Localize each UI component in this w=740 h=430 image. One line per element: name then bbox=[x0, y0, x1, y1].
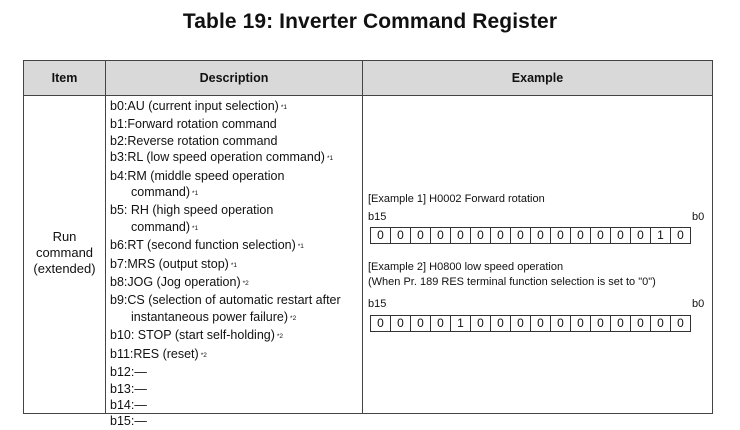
example2-lsb-label: b0 bbox=[692, 298, 705, 310]
bit-cell: 0 bbox=[551, 316, 571, 331]
example2-caption: [Example 2] H0800 low speed operation bbox=[368, 261, 564, 273]
bit-cell: 0 bbox=[571, 316, 591, 331]
description-text: b9:CS (selection of automatic restart after bbox=[110, 293, 341, 308]
bit-cell: 0 bbox=[491, 316, 511, 331]
item-line: command bbox=[35, 245, 94, 260]
footnote-marker: *1 bbox=[297, 243, 304, 251]
description-text: command) bbox=[131, 185, 191, 200]
description-line bbox=[110, 98, 362, 116]
bit-cell: 0 bbox=[391, 228, 411, 243]
description-line bbox=[110, 346, 362, 364]
header-item: Item bbox=[51, 71, 78, 85]
description-text: b2:Reverse rotation command bbox=[110, 133, 278, 148]
command-register-table bbox=[23, 60, 713, 429]
item-cell bbox=[24, 229, 105, 277]
description-text: b13:— bbox=[110, 381, 147, 396]
description-line bbox=[110, 168, 362, 184]
description-text: b8:JOG (Jog operation) bbox=[110, 275, 241, 290]
bit-cell: 0 bbox=[671, 316, 691, 331]
bit-cell: 0 bbox=[611, 228, 631, 243]
description-line bbox=[110, 364, 362, 380]
column-divider bbox=[362, 61, 363, 413]
description-text: instantaneous power failure) bbox=[131, 309, 289, 324]
description-line bbox=[110, 133, 362, 149]
example2-msb-label: b15 bbox=[368, 298, 387, 310]
description-line bbox=[110, 397, 362, 413]
bit-cell: 0 bbox=[591, 228, 611, 243]
description-text: b11:RES (reset) bbox=[110, 346, 199, 361]
footnote-marker: *2 bbox=[276, 333, 284, 341]
bit-cell: 0 bbox=[411, 228, 431, 243]
table-header bbox=[24, 61, 712, 96]
bit-cell: 0 bbox=[671, 228, 691, 243]
bit-cell: 0 bbox=[371, 228, 391, 243]
description-line bbox=[110, 327, 362, 345]
description-text: b7:MRS (output stop) bbox=[110, 256, 229, 271]
description-line bbox=[110, 149, 362, 167]
description-text: b0:AU (current input selection) bbox=[110, 99, 279, 113]
item-line: Run bbox=[52, 229, 77, 244]
bit-cell: 0 bbox=[551, 228, 571, 243]
description-text: b6:RT (second function selection) bbox=[110, 238, 296, 253]
description-line bbox=[110, 116, 362, 132]
bit-cell: 0 bbox=[631, 316, 651, 331]
bit-cell: 0 bbox=[451, 228, 471, 243]
bit-cell: 0 bbox=[531, 228, 551, 243]
footnote-marker: *1 bbox=[280, 104, 287, 111]
description-line bbox=[110, 381, 362, 397]
description-text: b15:— bbox=[110, 414, 147, 429]
description-text: b3:RL (low speed operation command) bbox=[110, 150, 325, 165]
description-text: b14:— bbox=[110, 397, 147, 412]
bit-cell: 0 bbox=[391, 316, 411, 331]
bit-cell: 0 bbox=[531, 316, 551, 331]
description-line bbox=[110, 184, 362, 202]
description-text: command) bbox=[131, 219, 191, 234]
bit-cell: 1 bbox=[451, 316, 471, 331]
bit-cell: 0 bbox=[431, 228, 451, 243]
description-line bbox=[110, 309, 362, 327]
bit-cell: 0 bbox=[411, 316, 431, 331]
bit-cell: 0 bbox=[371, 316, 391, 331]
item-line: (extended) bbox=[33, 261, 96, 276]
description-line bbox=[110, 237, 362, 255]
description-line bbox=[110, 219, 362, 237]
bit-cell: 0 bbox=[471, 228, 491, 243]
page-title: Table 19: Inverter Command Register bbox=[182, 10, 558, 33]
bit-cell: 0 bbox=[431, 316, 451, 331]
footnote-marker: *2 bbox=[200, 351, 207, 359]
bit-cell: 0 bbox=[651, 316, 671, 331]
column-divider bbox=[105, 61, 106, 413]
bit-cell: 0 bbox=[611, 316, 631, 331]
bit-cell: 0 bbox=[591, 316, 611, 331]
description-line bbox=[110, 202, 362, 218]
description-line bbox=[110, 256, 362, 274]
example1-bit-register bbox=[370, 227, 691, 244]
description-line bbox=[110, 274, 362, 292]
description-text: b1:Forward rotation command bbox=[110, 117, 277, 132]
description-text: b4:RM (middle speed operation bbox=[110, 168, 285, 183]
description-text: b12:— bbox=[110, 365, 147, 380]
footnote-marker: *1 bbox=[230, 261, 237, 269]
bit-cell: 1 bbox=[651, 228, 671, 243]
description-text: b5: RH (high speed operation bbox=[110, 203, 274, 218]
bit-cell: 0 bbox=[511, 228, 531, 243]
example1-msb-label: b15 bbox=[368, 211, 387, 223]
footnote-marker: *2 bbox=[242, 280, 249, 288]
example1-caption: [Example 1] H0002 Forward rotation bbox=[368, 193, 545, 205]
footnote-marker: *1 bbox=[192, 224, 199, 232]
footnote-marker: *1 bbox=[326, 155, 334, 163]
bit-cell: 0 bbox=[631, 228, 651, 243]
footnote-marker: *1 bbox=[192, 190, 199, 198]
footnote-marker: *2 bbox=[290, 314, 297, 322]
bit-cell: 0 bbox=[491, 228, 511, 243]
description-cell bbox=[110, 98, 362, 430]
bit-cell: 0 bbox=[471, 316, 491, 331]
description-text: b10: STOP (start self-holding) bbox=[110, 328, 275, 343]
bit-cell: 0 bbox=[571, 228, 591, 243]
description-line bbox=[110, 292, 362, 308]
example2-note: (When Pr. 189 RES terminal function selection is set to "0") bbox=[368, 276, 656, 288]
bit-cell: 0 bbox=[511, 316, 531, 331]
header-example: Example bbox=[511, 71, 564, 85]
example2-bit-register bbox=[370, 315, 691, 332]
example1-lsb-label: b0 bbox=[692, 211, 705, 223]
header-description: Description bbox=[199, 71, 269, 85]
